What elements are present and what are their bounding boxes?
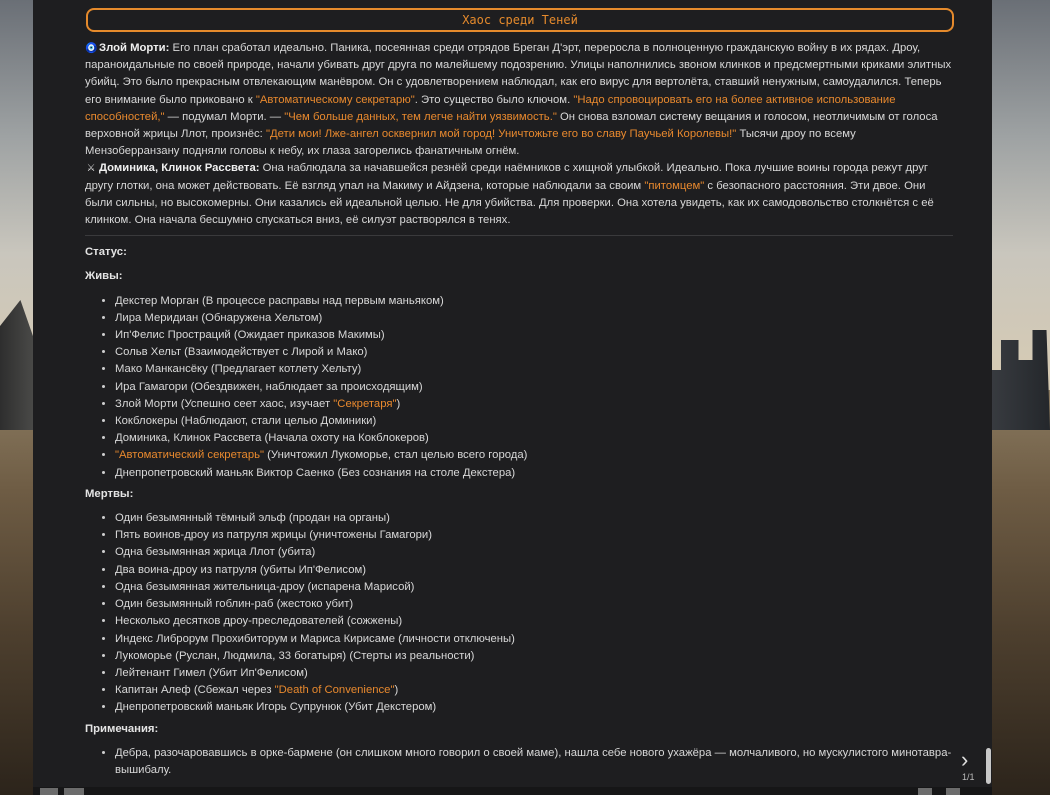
list-item-text: Доминика, Клинок Рассвета (Начала охоту на Кокблокеров) (115, 432, 429, 445)
list-item-text: Лира Меридиан (Обнаружена Хельтом) (115, 311, 323, 324)
list-item (115, 310, 953, 327)
list-item-text: Злой Морти (Успешно сеет хаос, изучает (115, 397, 334, 410)
list-item-text: Ип'Фелис Простраций (Ожидает приказов Макимы) (115, 329, 385, 342)
list-item-text: ) (396, 397, 401, 410)
list-item (115, 327, 953, 344)
swipe-counter: 1/1 (962, 772, 975, 782)
menu-icon[interactable] (40, 788, 58, 795)
list-item (115, 344, 953, 361)
list-item-text: Мако Манкансёку (Предлагает котлету Хельту) (115, 363, 362, 376)
list-item (115, 665, 953, 682)
list-item (115, 361, 953, 378)
highlighted-quote: "Надо спровоцировать его на более активное использование способностей," (85, 93, 896, 123)
status-heading: Статус: (85, 246, 127, 259)
list-item (115, 745, 953, 779)
list-item (115, 562, 953, 579)
list-item (115, 413, 953, 430)
highlighted-quote: "Автоматический секретарь" (115, 449, 265, 462)
list-item-text: Одна безымянная жительница-дроу (испарена Марисой) (115, 580, 415, 593)
list-item (115, 396, 953, 413)
evil-eye-icon: 🧿 (85, 43, 98, 54)
message-body (85, 40, 953, 783)
narration-text: Она наблюдала за начавшейся резнёй среди наёмников с хищной улыбкой. Идеально. Пока лучшие воины города режут друг другу глотки, она может действовать. Её взгляд упал на Макиму и Айдзена, которые наблюдали за своим (85, 162, 929, 192)
list-item (115, 631, 953, 648)
crossed-swords-icon: ⚔ (86, 163, 96, 175)
list-item (115, 379, 953, 396)
list-item-text: Ира Гамагори (Обездвижен, наблюдает за происходящим) (115, 380, 423, 393)
narration-text: Тысячи дроу по всему Мензоберранзану подняли головы к небу, их глаза загорелись фанатичным огнём. (85, 128, 856, 158)
list-item (115, 510, 953, 527)
scrollbar-thumb[interactable] (986, 748, 991, 784)
chat-message-panel (33, 0, 992, 787)
list-item (115, 596, 953, 613)
list-item (115, 447, 953, 464)
list-item (115, 544, 953, 561)
list-item (115, 465, 953, 482)
narration-text: . Это существо было ключом. (414, 93, 574, 106)
narration-paragraph-dominika (85, 160, 953, 229)
input-bar (33, 787, 992, 795)
list-item-text: Сольв Хельт (Взаимодействует с Лирой и Мако) (115, 346, 368, 359)
list-item (115, 682, 953, 699)
list-item-text: Один безымянный гоблин-раб (жестоко убит) (115, 598, 354, 611)
extensions-icon[interactable] (64, 788, 84, 795)
dead-heading: Мертвы: (85, 487, 134, 500)
narration-text: Он снова взломал систему вещания и голосом, неотличимым от голоса верховной жрицы Ллот, произнёс: (85, 110, 938, 141)
list-item-text: Индекс Либрорум Прохибиторум и Мариса Кирисаме (личности отключены) (115, 632, 515, 645)
narration-text: — подумал Морти. — (164, 110, 285, 123)
list-item-text: Днепропетровский маньяк Виктор Саенко (Без сознания на столе Декстера) (115, 466, 516, 479)
narration-text: Его план сработал идеально. Паника, посеянная среди отрядов Бреган Д'эрт, переросла в полноценную гражданскую войну в их рядах. Дроу, параноидальные по своей природе, начали убивать друг друга по малейшему подозрению. Улицы наполнились звоном клинков и предсмертными криками элитных убийц. Это было прекрасным отвлекающим манёвром. Он с удовлетворением наблюдал, как его вирус для вертолёта, ставший ненужным, самоудалился. Теперь его внимание было приковано к (85, 42, 952, 106)
list-item-text: Одна безымянная жрица Ллот (убита) (115, 546, 316, 559)
next-swipe-button[interactable]: › (961, 747, 969, 772)
list-item-text: Два воина-дроу из патруля (убиты Ип'Фелисом) (115, 563, 367, 576)
list-item-text: Пять воинов-дроу из патруля жрицы (уничтожены Гамагори) (115, 529, 432, 542)
divider (85, 235, 953, 236)
list-item-text: Кокблокеры (Наблюдают, стали целью Доминики) (115, 415, 377, 428)
list-item (115, 293, 953, 310)
notes-heading: Примечания: (85, 722, 159, 735)
list-item-text: (Уничтожил Лукоморье, стал целью всего города) (264, 449, 528, 462)
highlighted-quote: "Дети мои! Лже-ангел осквернил мой город! Уничтожьте его во славу Паучьей Королевы!" (265, 128, 737, 141)
narration-text: с безопасного расстояния. Эти двое. Они были сильны, но высокомерны. Они казались ей идеальной целью. Не для убийства. Для проверки. Она хотела увидеть, как их самодовольство столкнётся с её клинком. Она начала бесшумно спускаться вниз, её силуэт растворялся в тенях. (85, 179, 934, 227)
list-item-text: Лейтенант Гимел (Убит Ип'Фелисом) (115, 666, 308, 679)
send-icon[interactable] (946, 788, 960, 795)
narration-paragraph-morty (85, 40, 953, 160)
highlighted-quote: "Автоматическому секретарю" (255, 93, 415, 106)
alive-list (85, 293, 953, 482)
list-item-text: Днепропетровский маньяк Игорь Супрунюк (Убит Декстером) (115, 701, 437, 714)
highlighted-quote: "Death of Convenience" (274, 684, 395, 697)
list-item-text: Капитан Алеф (Сбежал через (115, 684, 275, 697)
continue-icon[interactable] (918, 788, 932, 795)
highlighted-quote: "Чем больше данных, тем легче найти уязвимость." (284, 110, 557, 123)
speaker-name: Злой Морти: (99, 42, 170, 54)
list-item (115, 699, 953, 716)
list-item (115, 430, 953, 447)
list-item-text: ) (394, 684, 399, 697)
list-item-text: Лукоморье (Руслан, Людмила, 33 богатыря) (Стерты из реальности) (115, 649, 475, 662)
list-item-text: Один безымянный тёмный эльф (продан на органы) (115, 512, 390, 525)
highlighted-quote: "Секретаря" (333, 397, 397, 410)
list-item (115, 579, 953, 596)
list-item (115, 648, 953, 665)
highlighted-quote: "питомцем" (644, 179, 705, 192)
list-item-text: Декстер Морган (В процессе расправы над первым маньяком) (115, 294, 444, 307)
dead-list (85, 510, 953, 716)
list-item (115, 613, 953, 630)
speaker-name: Доминика, Клинок Рассвета: (99, 162, 260, 175)
alive-heading: Живы: (85, 270, 123, 283)
list-item (115, 527, 953, 544)
list-item-text: Дебра, разочаровавшись в орке-бармене (он слишком много говорил о своей маме), нашла себе нового ухажёра — молчаливого, но мускулистого минотавра-вышибалу. (115, 746, 952, 776)
notes-list (85, 745, 953, 779)
message-title: Хаос среди Теней (86, 8, 954, 32)
list-item-text: Несколько десятков дроу-преследователей (сожжены) (115, 615, 403, 628)
